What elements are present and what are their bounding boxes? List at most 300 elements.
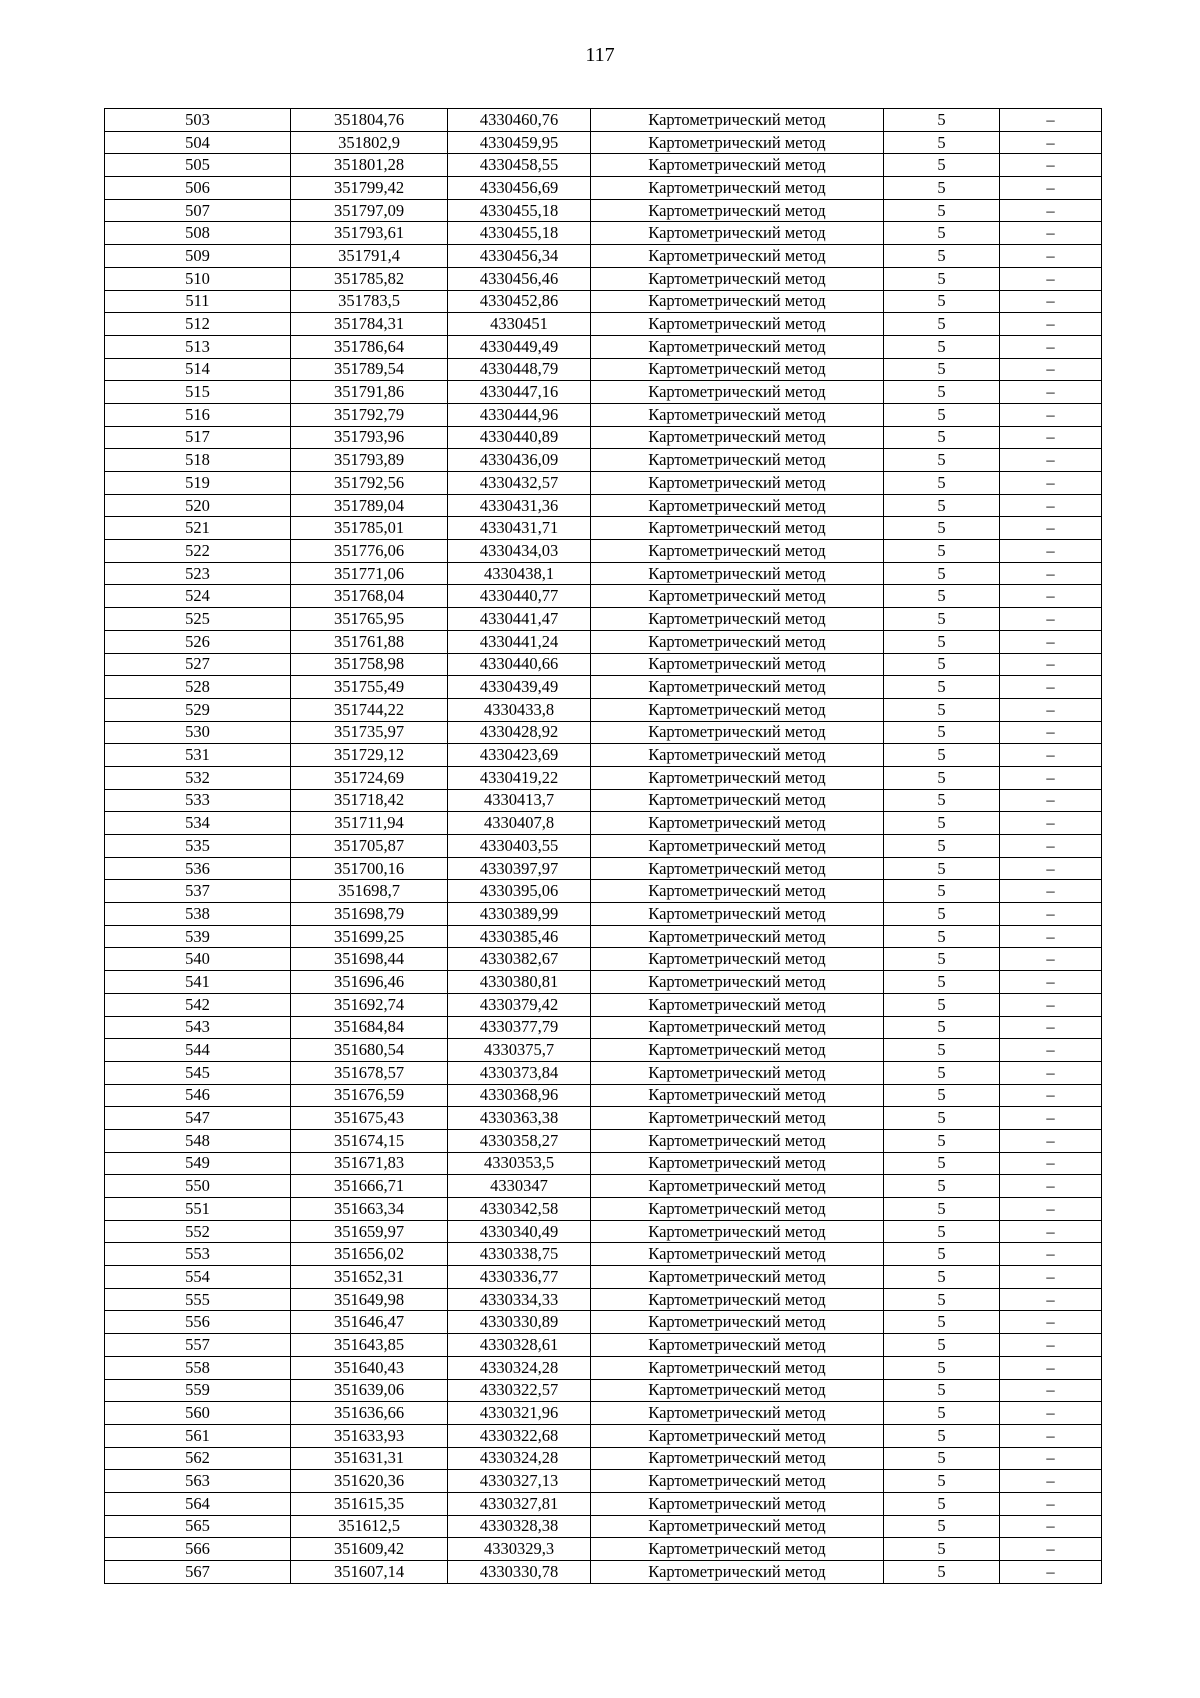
method-cell: Картометрический метод: [591, 766, 884, 789]
method-cell: Картометрический метод: [591, 1311, 884, 1334]
note-cell: –: [1000, 1129, 1102, 1152]
table-row: [105, 1152, 1102, 1175]
y-coordinate-cell: 4330440,89: [448, 426, 591, 449]
x-coordinate-cell: 351674,15: [291, 1129, 448, 1152]
method-cell: Картометрический метод: [591, 1515, 884, 1538]
accuracy-cell: 5: [884, 494, 1000, 517]
table-row: [105, 540, 1102, 563]
method-cell: Картометрический метод: [591, 1424, 884, 1447]
note-cell: –: [1000, 1152, 1102, 1175]
table-row: [105, 1379, 1102, 1402]
x-coordinate-cell: 351711,94: [291, 812, 448, 835]
y-coordinate-cell: 4330363,38: [448, 1107, 591, 1130]
x-coordinate-cell: 351785,01: [291, 517, 448, 540]
method-cell: Картометрический метод: [591, 835, 884, 858]
note-cell: –: [1000, 585, 1102, 608]
y-coordinate-cell: 4330432,57: [448, 472, 591, 495]
note-cell: –: [1000, 313, 1102, 336]
accuracy-cell: 5: [884, 426, 1000, 449]
y-coordinate-cell: 4330459,95: [448, 131, 591, 154]
table-row: [105, 313, 1102, 336]
x-coordinate-cell: 351680,54: [291, 1039, 448, 1062]
accuracy-cell: 5: [884, 1107, 1000, 1130]
note-cell: –: [1000, 1447, 1102, 1470]
x-coordinate-cell: 351768,04: [291, 585, 448, 608]
table-row: [105, 744, 1102, 767]
x-coordinate-cell: 351791,4: [291, 245, 448, 268]
x-coordinate-cell: 351615,35: [291, 1492, 448, 1515]
y-coordinate-cell: 4330413,7: [448, 789, 591, 812]
note-cell: –: [1000, 1561, 1102, 1584]
accuracy-cell: 5: [884, 653, 1000, 676]
note-cell: –: [1000, 1198, 1102, 1221]
table-row: [105, 1402, 1102, 1425]
y-coordinate-cell: 4330327,81: [448, 1492, 591, 1515]
method-cell: Картометрический метод: [591, 540, 884, 563]
point-number-cell: 534: [105, 812, 291, 835]
accuracy-cell: 5: [884, 630, 1000, 653]
x-coordinate-cell: 351792,79: [291, 403, 448, 426]
y-coordinate-cell: 4330444,96: [448, 403, 591, 426]
point-number-cell: 562: [105, 1447, 291, 1470]
point-number-cell: 517: [105, 426, 291, 449]
table-row: [105, 1288, 1102, 1311]
point-number-cell: 535: [105, 835, 291, 858]
method-cell: Картометрический метод: [591, 1175, 884, 1198]
table-body: [105, 109, 1102, 1584]
method-cell: Картометрический метод: [591, 403, 884, 426]
y-coordinate-cell: 4330375,7: [448, 1039, 591, 1062]
point-number-cell: 549: [105, 1152, 291, 1175]
y-coordinate-cell: 4330403,55: [448, 835, 591, 858]
note-cell: –: [1000, 540, 1102, 563]
table-row: [105, 1175, 1102, 1198]
note-cell: –: [1000, 1424, 1102, 1447]
x-coordinate-cell: 351631,31: [291, 1447, 448, 1470]
accuracy-cell: 5: [884, 540, 1000, 563]
method-cell: Картометрический метод: [591, 1039, 884, 1062]
method-cell: Картометрический метод: [591, 857, 884, 880]
note-cell: –: [1000, 222, 1102, 245]
table-row: [105, 131, 1102, 154]
x-coordinate-cell: 351646,47: [291, 1311, 448, 1334]
note-cell: –: [1000, 1492, 1102, 1515]
y-coordinate-cell: 4330440,66: [448, 653, 591, 676]
x-coordinate-cell: 351675,43: [291, 1107, 448, 1130]
accuracy-cell: 5: [884, 381, 1000, 404]
table-row: [105, 245, 1102, 268]
point-number-cell: 555: [105, 1288, 291, 1311]
y-coordinate-cell: 4330347: [448, 1175, 591, 1198]
table-row: [105, 1039, 1102, 1062]
x-coordinate-cell: 351761,88: [291, 630, 448, 653]
note-cell: –: [1000, 903, 1102, 926]
x-coordinate-cell: 351744,22: [291, 698, 448, 721]
point-number-cell: 567: [105, 1561, 291, 1584]
y-coordinate-cell: 4330377,79: [448, 1016, 591, 1039]
y-coordinate-cell: 4330440,77: [448, 585, 591, 608]
accuracy-cell: 5: [884, 267, 1000, 290]
note-cell: –: [1000, 1402, 1102, 1425]
note-cell: –: [1000, 177, 1102, 200]
table-row: [105, 766, 1102, 789]
y-coordinate-cell: 4330419,22: [448, 766, 591, 789]
accuracy-cell: 5: [884, 766, 1000, 789]
x-coordinate-cell: 351698,79: [291, 903, 448, 926]
table-row: [105, 630, 1102, 653]
y-coordinate-cell: 4330389,99: [448, 903, 591, 926]
x-coordinate-cell: 351771,06: [291, 562, 448, 585]
x-coordinate-cell: 351776,06: [291, 540, 448, 563]
method-cell: Картометрический метод: [591, 335, 884, 358]
y-coordinate-cell: 4330330,89: [448, 1311, 591, 1334]
method-cell: Картометрический метод: [591, 154, 884, 177]
table-row: [105, 494, 1102, 517]
point-number-cell: 506: [105, 177, 291, 200]
point-number-cell: 522: [105, 540, 291, 563]
table-row: [105, 1220, 1102, 1243]
point-number-cell: 566: [105, 1538, 291, 1561]
y-coordinate-cell: 4330336,77: [448, 1266, 591, 1289]
y-coordinate-cell: 4330431,36: [448, 494, 591, 517]
note-cell: –: [1000, 653, 1102, 676]
x-coordinate-cell: 351671,83: [291, 1152, 448, 1175]
y-coordinate-cell: 4330448,79: [448, 358, 591, 381]
method-cell: Картометрический метод: [591, 1220, 884, 1243]
point-number-cell: 533: [105, 789, 291, 812]
accuracy-cell: 5: [884, 517, 1000, 540]
y-coordinate-cell: 4330456,69: [448, 177, 591, 200]
x-coordinate-cell: 351620,36: [291, 1470, 448, 1493]
point-number-cell: 558: [105, 1356, 291, 1379]
table-row: [105, 1515, 1102, 1538]
table-row: [105, 1198, 1102, 1221]
method-cell: Картометрический метод: [591, 517, 884, 540]
x-coordinate-cell: 351801,28: [291, 154, 448, 177]
point-number-cell: 539: [105, 925, 291, 948]
note-cell: –: [1000, 335, 1102, 358]
note-cell: –: [1000, 1311, 1102, 1334]
note-cell: –: [1000, 1470, 1102, 1493]
x-coordinate-cell: 351676,59: [291, 1084, 448, 1107]
point-number-cell: 560: [105, 1402, 291, 1425]
table-row: [105, 1492, 1102, 1515]
table-row: [105, 562, 1102, 585]
method-cell: Картометрический метод: [591, 1288, 884, 1311]
method-cell: Картометрический метод: [591, 222, 884, 245]
y-coordinate-cell: 4330329,3: [448, 1538, 591, 1561]
x-coordinate-cell: 351799,42: [291, 177, 448, 200]
accuracy-cell: 5: [884, 744, 1000, 767]
point-number-cell: 518: [105, 449, 291, 472]
x-coordinate-cell: 351607,14: [291, 1561, 448, 1584]
method-cell: Картометрический метод: [591, 313, 884, 336]
x-coordinate-cell: 351793,61: [291, 222, 448, 245]
note-cell: –: [1000, 1538, 1102, 1561]
point-number-cell: 511: [105, 290, 291, 313]
table-row: [105, 1311, 1102, 1334]
point-number-cell: 540: [105, 948, 291, 971]
accuracy-cell: 5: [884, 993, 1000, 1016]
y-coordinate-cell: 4330324,28: [448, 1356, 591, 1379]
accuracy-cell: 5: [884, 971, 1000, 994]
accuracy-cell: 5: [884, 1402, 1000, 1425]
accuracy-cell: 5: [884, 1039, 1000, 1062]
point-number-cell: 525: [105, 608, 291, 631]
y-coordinate-cell: 4330358,27: [448, 1129, 591, 1152]
method-cell: Картометрический метод: [591, 131, 884, 154]
note-cell: –: [1000, 426, 1102, 449]
accuracy-cell: 5: [884, 222, 1000, 245]
y-coordinate-cell: 4330322,57: [448, 1379, 591, 1402]
x-coordinate-cell: 351789,54: [291, 358, 448, 381]
x-coordinate-cell: 351804,76: [291, 109, 448, 132]
x-coordinate-cell: 351705,87: [291, 835, 448, 858]
accuracy-cell: 5: [884, 449, 1000, 472]
table-row: [105, 426, 1102, 449]
accuracy-cell: 5: [884, 109, 1000, 132]
table-row: [105, 1084, 1102, 1107]
note-cell: –: [1000, 1288, 1102, 1311]
accuracy-cell: 5: [884, 335, 1000, 358]
accuracy-cell: 5: [884, 1288, 1000, 1311]
table-row: [105, 880, 1102, 903]
y-coordinate-cell: 4330395,06: [448, 880, 591, 903]
point-number-cell: 509: [105, 245, 291, 268]
point-number-cell: 503: [105, 109, 291, 132]
point-number-cell: 563: [105, 1470, 291, 1493]
note-cell: –: [1000, 1084, 1102, 1107]
x-coordinate-cell: 351797,09: [291, 199, 448, 222]
x-coordinate-cell: 351792,56: [291, 472, 448, 495]
y-coordinate-cell: 4330441,24: [448, 630, 591, 653]
x-coordinate-cell: 351729,12: [291, 744, 448, 767]
method-cell: Картометрический метод: [591, 1356, 884, 1379]
table-row: [105, 971, 1102, 994]
point-number-cell: 548: [105, 1129, 291, 1152]
point-number-cell: 531: [105, 744, 291, 767]
point-number-cell: 507: [105, 199, 291, 222]
method-cell: Картометрический метод: [591, 744, 884, 767]
method-cell: Картометрический метод: [591, 993, 884, 1016]
accuracy-cell: 5: [884, 857, 1000, 880]
table-row: [105, 925, 1102, 948]
note-cell: –: [1000, 1266, 1102, 1289]
note-cell: –: [1000, 1220, 1102, 1243]
point-number-cell: 504: [105, 131, 291, 154]
x-coordinate-cell: 351786,64: [291, 335, 448, 358]
table-row: [105, 517, 1102, 540]
method-cell: Картометрический метод: [591, 585, 884, 608]
note-cell: –: [1000, 676, 1102, 699]
point-number-cell: 519: [105, 472, 291, 495]
accuracy-cell: 5: [884, 472, 1000, 495]
y-coordinate-cell: 4330434,03: [448, 540, 591, 563]
x-coordinate-cell: 351652,31: [291, 1266, 448, 1289]
note-cell: –: [1000, 880, 1102, 903]
method-cell: Картометрический метод: [591, 472, 884, 495]
x-coordinate-cell: 351659,97: [291, 1220, 448, 1243]
x-coordinate-cell: 351643,85: [291, 1334, 448, 1357]
method-cell: Картометрический метод: [591, 1129, 884, 1152]
note-cell: –: [1000, 494, 1102, 517]
method-cell: Картометрический метод: [591, 1447, 884, 1470]
y-coordinate-cell: 4330322,68: [448, 1424, 591, 1447]
table-row: [105, 199, 1102, 222]
point-number-cell: 510: [105, 267, 291, 290]
accuracy-cell: 5: [884, 1198, 1000, 1221]
y-coordinate-cell: 4330407,8: [448, 812, 591, 835]
accuracy-cell: 5: [884, 562, 1000, 585]
table-row: [105, 381, 1102, 404]
accuracy-cell: 5: [884, 1152, 1000, 1175]
method-cell: Картометрический метод: [591, 1334, 884, 1357]
method-cell: Картометрический метод: [591, 290, 884, 313]
x-coordinate-cell: 351698,7: [291, 880, 448, 903]
method-cell: Картометрический метод: [591, 1538, 884, 1561]
note-cell: –: [1000, 857, 1102, 880]
point-number-cell: 550: [105, 1175, 291, 1198]
table-row: [105, 403, 1102, 426]
x-coordinate-cell: 351793,89: [291, 449, 448, 472]
x-coordinate-cell: 351649,98: [291, 1288, 448, 1311]
point-number-cell: 516: [105, 403, 291, 426]
note-cell: –: [1000, 1016, 1102, 1039]
table-row: [105, 267, 1102, 290]
x-coordinate-cell: 351656,02: [291, 1243, 448, 1266]
method-cell: Картометрический метод: [591, 812, 884, 835]
y-coordinate-cell: 4330324,28: [448, 1447, 591, 1470]
note-cell: –: [1000, 154, 1102, 177]
y-coordinate-cell: 4330451: [448, 313, 591, 336]
accuracy-cell: 5: [884, 1424, 1000, 1447]
point-number-cell: 528: [105, 676, 291, 699]
x-coordinate-cell: 351692,74: [291, 993, 448, 1016]
note-cell: –: [1000, 199, 1102, 222]
table-row: [105, 698, 1102, 721]
point-number-cell: 537: [105, 880, 291, 903]
y-coordinate-cell: 4330449,49: [448, 335, 591, 358]
method-cell: Картометрический метод: [591, 449, 884, 472]
table-row: [105, 177, 1102, 200]
y-coordinate-cell: 4330342,58: [448, 1198, 591, 1221]
note-cell: –: [1000, 1334, 1102, 1357]
note-cell: –: [1000, 744, 1102, 767]
method-cell: Картометрический метод: [591, 494, 884, 517]
point-number-cell: 538: [105, 903, 291, 926]
y-coordinate-cell: 4330327,13: [448, 1470, 591, 1493]
method-cell: Картометрический метод: [591, 971, 884, 994]
x-coordinate-cell: 351609,42: [291, 1538, 448, 1561]
point-number-cell: 546: [105, 1084, 291, 1107]
point-number-cell: 508: [105, 222, 291, 245]
table-row: [105, 1561, 1102, 1584]
point-number-cell: 527: [105, 653, 291, 676]
note-cell: –: [1000, 766, 1102, 789]
table-row: [105, 290, 1102, 313]
accuracy-cell: 5: [884, 721, 1000, 744]
x-coordinate-cell: 351612,5: [291, 1515, 448, 1538]
accuracy-cell: 5: [884, 585, 1000, 608]
note-cell: –: [1000, 812, 1102, 835]
point-number-cell: 523: [105, 562, 291, 585]
table-row: [105, 1061, 1102, 1084]
x-coordinate-cell: 351636,66: [291, 1402, 448, 1425]
method-cell: Картометрический метод: [591, 177, 884, 200]
accuracy-cell: 5: [884, 290, 1000, 313]
x-coordinate-cell: 351758,98: [291, 653, 448, 676]
method-cell: Картометрический метод: [591, 948, 884, 971]
accuracy-cell: 5: [884, 403, 1000, 426]
x-coordinate-cell: 351802,9: [291, 131, 448, 154]
x-coordinate-cell: 351783,5: [291, 290, 448, 313]
accuracy-cell: 5: [884, 1538, 1000, 1561]
note-cell: –: [1000, 925, 1102, 948]
accuracy-cell: 5: [884, 1175, 1000, 1198]
y-coordinate-cell: 4330452,86: [448, 290, 591, 313]
note-cell: –: [1000, 698, 1102, 721]
point-number-cell: 532: [105, 766, 291, 789]
accuracy-cell: 5: [884, 1334, 1000, 1357]
y-coordinate-cell: 4330385,46: [448, 925, 591, 948]
table-row: [105, 1016, 1102, 1039]
accuracy-cell: 5: [884, 1266, 1000, 1289]
x-coordinate-cell: 351633,93: [291, 1424, 448, 1447]
accuracy-cell: 5: [884, 789, 1000, 812]
table-row: [105, 472, 1102, 495]
note-cell: –: [1000, 789, 1102, 812]
note-cell: –: [1000, 562, 1102, 585]
point-number-cell: 529: [105, 698, 291, 721]
method-cell: Картометрический метод: [591, 676, 884, 699]
method-cell: Картометрический метод: [591, 1061, 884, 1084]
x-coordinate-cell: 351785,82: [291, 267, 448, 290]
table-row: [105, 1538, 1102, 1561]
y-coordinate-cell: 4330433,8: [448, 698, 591, 721]
note-cell: –: [1000, 993, 1102, 1016]
note-cell: –: [1000, 403, 1102, 426]
y-coordinate-cell: 4330397,97: [448, 857, 591, 880]
note-cell: –: [1000, 971, 1102, 994]
method-cell: Картометрический метод: [591, 562, 884, 585]
method-cell: Картометрический метод: [591, 381, 884, 404]
y-coordinate-cell: 4330382,67: [448, 948, 591, 971]
accuracy-cell: 5: [884, 1356, 1000, 1379]
note-cell: –: [1000, 245, 1102, 268]
accuracy-cell: 5: [884, 245, 1000, 268]
table-row: [105, 154, 1102, 177]
note-cell: –: [1000, 267, 1102, 290]
table-row: [105, 109, 1102, 132]
method-cell: Картометрический метод: [591, 698, 884, 721]
accuracy-cell: 5: [884, 835, 1000, 858]
accuracy-cell: 5: [884, 903, 1000, 926]
table-row: [105, 721, 1102, 744]
point-number-cell: 559: [105, 1379, 291, 1402]
method-cell: Картометрический метод: [591, 1402, 884, 1425]
method-cell: Картометрический метод: [591, 1266, 884, 1289]
note-cell: –: [1000, 1061, 1102, 1084]
accuracy-cell: 5: [884, 1243, 1000, 1266]
y-coordinate-cell: 4330455,18: [448, 199, 591, 222]
table-row: [105, 1424, 1102, 1447]
y-coordinate-cell: 4330334,33: [448, 1288, 591, 1311]
method-cell: Картометрический метод: [591, 1470, 884, 1493]
method-cell: Картометрический метод: [591, 925, 884, 948]
y-coordinate-cell: 4330423,69: [448, 744, 591, 767]
x-coordinate-cell: 351789,04: [291, 494, 448, 517]
table-row: [105, 903, 1102, 926]
